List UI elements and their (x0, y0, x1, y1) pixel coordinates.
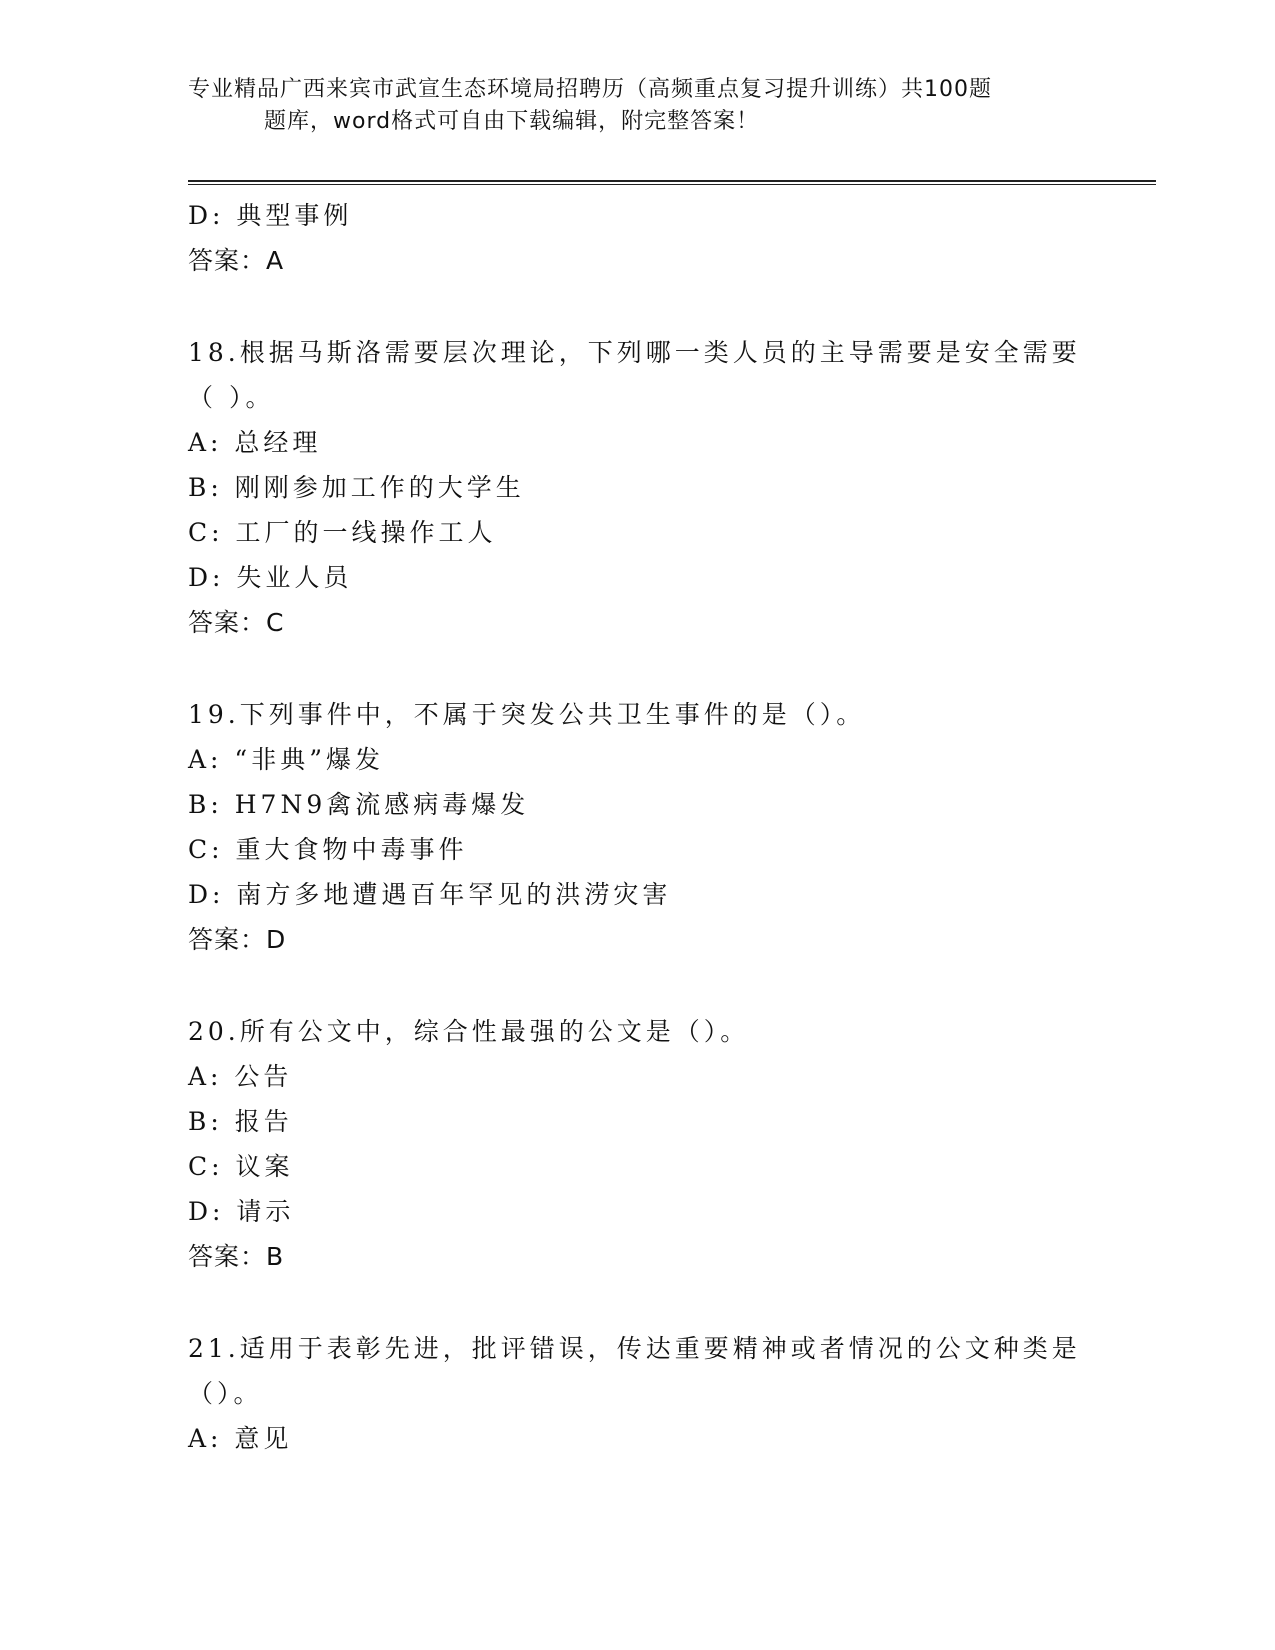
option-c: C: 议案 (188, 1152, 294, 1181)
header-divider (188, 180, 1156, 182)
question-18 (188, 330, 1088, 645)
question-stem: 21.适用于表彰先进，批评错误，传达重要精神或者情况的公文种类是 (188, 1334, 1081, 1363)
option-d: D: 典型事例 (188, 201, 353, 230)
header-title-line1: 专业精品广西来宾市武宣生态环境局招聘历（高频重点复习提升训练）共100题 (188, 77, 992, 102)
answer-line: 答案：C (188, 608, 285, 637)
option-a: A: 公告 (188, 1062, 293, 1091)
question-17-tail (188, 193, 1088, 283)
question-21 (188, 1326, 1088, 1461)
header-divider-thin (188, 184, 1156, 185)
option-b: B: 刚刚参加工作的大学生 (188, 473, 525, 502)
option-c: C: 重大食物中毒事件 (188, 835, 468, 864)
question-20 (188, 1009, 1088, 1279)
answer-line: 答案：B (188, 1242, 285, 1271)
header-title-line2: 题库，word格式可自由下载编辑，附完整答案！ (264, 109, 760, 134)
option-a: A: 意见 (188, 1424, 293, 1453)
document-header (188, 74, 1088, 138)
option-b: B: 报告 (188, 1107, 293, 1136)
question-stem: 18.根据马斯洛需要层次理论，下列哪一类人员的主导需要是安全需要 (188, 338, 1081, 367)
answer-line: 答案：A (188, 246, 285, 275)
question-stem-cont: （ ）。 (188, 383, 275, 412)
option-d: D: 南方多地遭遇百年罕见的洪涝灾害 (188, 880, 672, 909)
question-stem-cont: （）。 (188, 1379, 263, 1408)
question-stem: 20.所有公文中，综合性最强的公文是（）。 (188, 1017, 750, 1046)
option-a: A: “非典”爆发 (188, 745, 384, 774)
question-19 (188, 692, 1088, 962)
option-c: C: 工厂的一线操作工人 (188, 518, 497, 547)
option-a: A: 总经理 (188, 428, 322, 457)
answer-line: 答案：D (188, 925, 287, 954)
option-d: D: 请示 (188, 1197, 295, 1226)
question-stem: 19.下列事件中，不属于突发公共卫生事件的是（）。 (188, 700, 866, 729)
option-b: B: H7N9禽流感病毒爆发 (188, 790, 530, 819)
question-list (188, 193, 1088, 1461)
option-d: D: 失业人员 (188, 563, 353, 592)
